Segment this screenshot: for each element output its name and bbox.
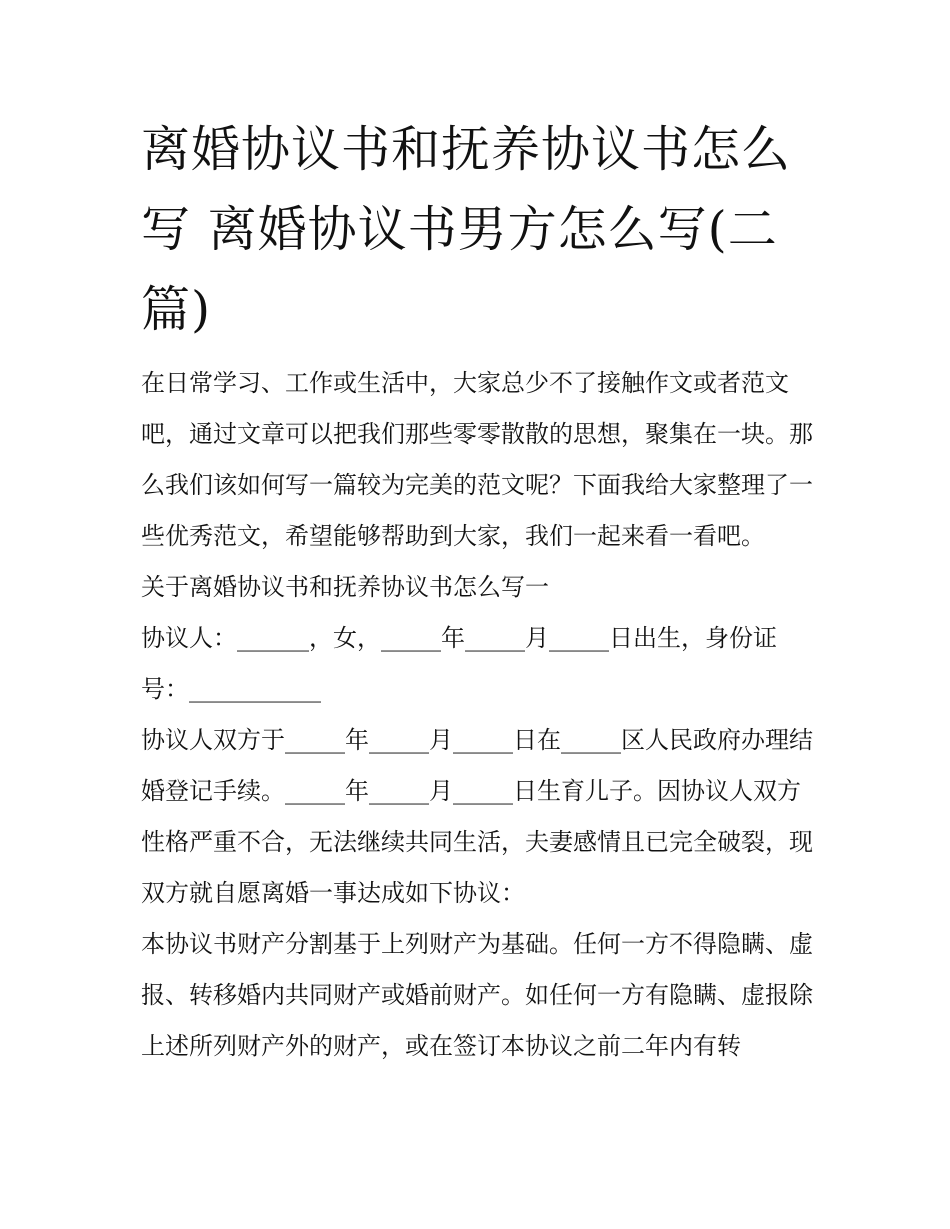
document-body — [141, 358, 816, 1072]
intro-paragraph: 在日常学习、工作或生活中，大家总少不了接触作文或者范文吧，通过文章可以把我们那些零零散散的思想，聚集在一块。那么我们该如何写一篇较为完美的范文呢？下面我给大家整理了一些优秀范文，希望能够帮助到大家，我们一起来看一看吧。 — [141, 369, 813, 550]
section-heading: 关于离婚协议书和抚养协议书怎么写一 — [141, 573, 549, 601]
marriage-info-paragraph: 协议人双方于_____年_____月_____日在_____区人民政府办理结婚登记手续。_____年_____月_____日生育儿子。因协议人双方性格严重不合，无法继续共同生活，夫妻感情且已完全破裂，现双方就自愿离婚一事达成如下协议： — [141, 726, 813, 907]
party-info-paragraph: 协议人：______，女，_____年_____月_____日出生，身份证号：___________ — [141, 624, 777, 703]
property-clause-paragraph: 本协议书财产分割基于上列财产为基础。任何一方不得隐瞒、虚报、转移婚内共同财产或婚前财产。如任何一方有隐瞒、虚报除上述所列财产外的财产，或在签订本协议之前二年内有转 — [141, 930, 813, 1060]
document-title: 离婚协议书和抚养协议书怎么写 离婚协议书男方怎么写(二篇) — [141, 121, 792, 338]
document-page — [141, 110, 816, 1072]
